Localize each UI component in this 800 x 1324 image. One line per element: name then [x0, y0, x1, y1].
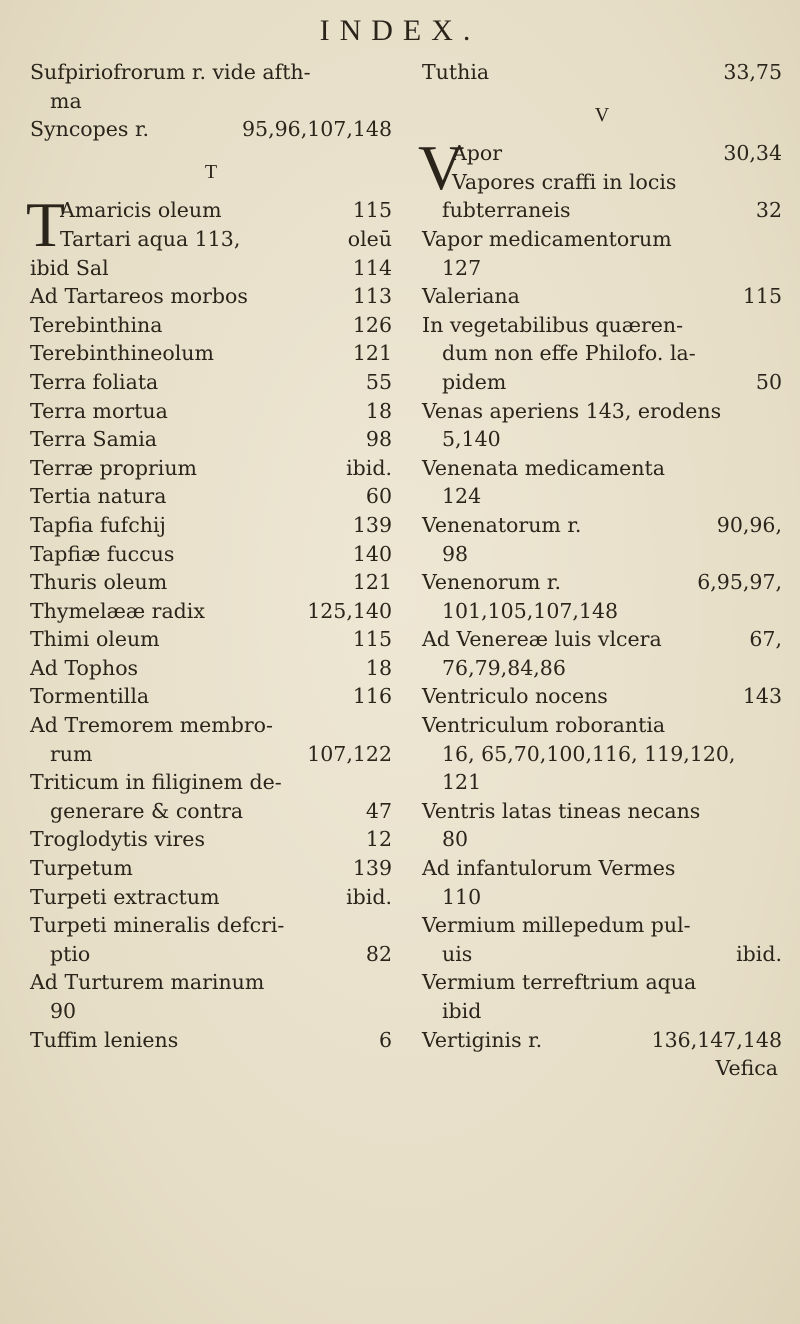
index-entry	[30, 454, 392, 483]
entry-term: Sufpiriofrorum r. vide afth-	[30, 60, 311, 84]
entry-pages: 32	[755, 198, 782, 223]
index-entry	[422, 597, 782, 626]
page-title: INDEX.	[319, 14, 481, 47]
entry-term: Ad Tartareos morbos	[30, 284, 248, 309]
entry-term: Tuthia	[422, 60, 490, 84]
entry-pages: 47	[365, 798, 392, 823]
entry-term: Tertia natura	[30, 484, 167, 509]
entry-pages: 90,96,	[716, 512, 782, 537]
index-entry	[422, 940, 782, 969]
entry-term: Terra mortua	[30, 398, 168, 423]
entry-term: Turpeti mineralis defcri-	[30, 913, 285, 938]
drop-cap-letter: V	[418, 132, 465, 204]
entry-term: Valeriana	[422, 284, 520, 309]
index-entry	[30, 968, 392, 997]
index-entry	[422, 254, 782, 283]
entry-term: dum non effe Philofo. la-	[442, 341, 696, 366]
entry-term: 124	[442, 484, 482, 509]
entry-term: Ventriculo nocens	[422, 684, 608, 709]
index-entry	[422, 654, 782, 683]
entry-pages: 113	[352, 284, 392, 309]
index-entry	[452, 139, 782, 168]
entry-term: 76,79,84,86	[442, 655, 566, 680]
entry-term: Tapfiæ fuccus	[30, 541, 175, 566]
entry-pages: 139	[352, 512, 392, 537]
entry-term: Thymelææ radix	[30, 598, 205, 623]
index-entry	[30, 625, 392, 654]
index-entry	[422, 911, 782, 940]
entry-pages: 116	[352, 684, 392, 709]
index-entry	[30, 254, 392, 283]
index-entry	[422, 825, 782, 854]
entry-pages: 121	[352, 341, 392, 366]
index-entry	[452, 168, 782, 197]
index-entry	[422, 225, 782, 254]
index-entry	[422, 568, 782, 597]
entry-term: Ad Turturem marinum	[30, 970, 265, 995]
index-entry	[30, 339, 392, 368]
entry-term: Ventris latas tineas necans	[422, 798, 701, 823]
entry-pages: 140	[352, 541, 392, 566]
index-entry	[30, 940, 392, 969]
index-entry	[30, 311, 392, 340]
entry-term: ma	[50, 88, 82, 113]
entry-term: Syncopes r.	[30, 117, 150, 142]
index-entry	[30, 58, 392, 87]
entry-term: Ad Tremorem membro-	[30, 713, 273, 738]
entry-term: ptio	[50, 941, 91, 966]
entry-term: Tartari aqua 113,	[60, 226, 241, 251]
index-entry	[30, 825, 392, 854]
index-entry	[30, 540, 392, 569]
index-entry	[30, 568, 392, 597]
index-entry	[30, 797, 392, 826]
entry-pages: 114	[352, 255, 392, 280]
entry-term: Thuris oleum	[30, 570, 168, 595]
index-entry	[30, 711, 392, 740]
entry-pages: 115	[742, 284, 782, 309]
entry-term: Terra foliata	[30, 369, 159, 394]
entry-term: In vegetabilibus quæren-	[422, 312, 684, 337]
entry-pages: 18	[365, 655, 392, 680]
entry-pages: 139	[352, 856, 392, 881]
section-letter: V	[594, 103, 610, 126]
entry-term: Turpeti extractum	[30, 884, 220, 909]
index-entry	[422, 625, 782, 654]
entry-term: ibid Sal	[30, 255, 109, 280]
entry-pages: 121	[352, 570, 392, 595]
entry-term: Tapfia fufchij	[30, 512, 166, 537]
entry-term: Troglodytis vires	[30, 827, 205, 852]
entry-term: Venas aperiens 143, erodens	[422, 398, 722, 423]
dropcap-entry	[418, 132, 782, 204]
index-entry	[422, 997, 782, 1026]
entry-pages: 98	[365, 427, 392, 452]
index-entry	[422, 425, 782, 454]
entry-term: Turpetum	[30, 856, 133, 881]
index-entry	[422, 740, 782, 769]
entry-term: generare & contra	[50, 798, 244, 823]
index-entry	[422, 711, 782, 740]
entry-term: Tuffim leniens	[30, 1027, 179, 1052]
index-entry	[422, 540, 782, 569]
entry-pages: ibid.	[736, 941, 782, 966]
entry-term: 5,140	[442, 427, 501, 452]
index-entry	[30, 368, 392, 397]
entry-term: Terra Samia	[30, 427, 158, 452]
index-entry	[422, 682, 782, 711]
entry-pages: 60	[365, 484, 392, 509]
index-entry	[30, 854, 392, 883]
right-column	[418, 58, 782, 1083]
index-entry	[30, 87, 392, 116]
entry-pages: 6,95,97,	[697, 570, 782, 595]
index-entry	[30, 511, 392, 540]
entry-pages: 30,34	[723, 141, 782, 166]
index-entry	[30, 482, 392, 511]
entry-pages: 115	[352, 627, 392, 652]
index-entry	[422, 282, 782, 311]
entry-pages: 107,122	[307, 741, 392, 766]
left-column	[26, 58, 392, 1054]
entry-term: 80	[442, 827, 469, 852]
entry-term: Ventriculum roborantia	[422, 713, 666, 738]
catchword: Vefica	[715, 1056, 778, 1081]
entry-pages: 18	[365, 398, 392, 423]
entry-term: Vapor medicamentorum	[422, 226, 672, 251]
entry-term: Ad Venereæ luis vlcera	[422, 627, 662, 652]
entry-pages: 126	[352, 312, 392, 337]
index-entry	[422, 883, 782, 912]
entry-term: Apor	[452, 141, 503, 166]
index-entry	[30, 768, 392, 797]
entry-pages: 95,96,107,148	[242, 117, 392, 142]
entry-pages: 12	[365, 827, 392, 852]
drop-cap-letter: T	[26, 189, 66, 261]
index-entry	[30, 1026, 392, 1055]
index-entry	[30, 397, 392, 426]
entry-pages: 33,75	[723, 60, 782, 84]
entry-term: 110	[442, 884, 482, 909]
entry-term: Venenata medicamenta	[422, 455, 665, 480]
index-entry	[422, 311, 782, 340]
index-entry	[422, 482, 782, 511]
index-entry	[30, 425, 392, 454]
index-entry	[422, 397, 782, 426]
entry-term: Ad Tophos	[30, 655, 139, 680]
index-entry	[60, 225, 392, 254]
entry-pages: oleū	[347, 226, 392, 251]
index-entry	[30, 740, 392, 769]
index-entry	[30, 115, 392, 144]
entry-term: 90	[50, 999, 77, 1023]
entry-pages: ibid.	[346, 884, 392, 909]
entry-term: Terebinthina	[30, 312, 163, 337]
entry-term: Triticum in filiginem de-	[30, 770, 282, 795]
entry-term: Venenatorum r.	[422, 512, 582, 537]
entry-pages: 50	[755, 369, 782, 394]
entry-pages: 67,	[749, 627, 782, 652]
entry-pages: 6	[378, 1027, 392, 1052]
index-entry	[30, 282, 392, 311]
entry-term: Terræ proprium	[30, 455, 197, 480]
index-entry	[422, 768, 782, 797]
entry-term: 16, 65,70,100,116, 119,120,	[442, 741, 736, 766]
index-entry	[30, 883, 392, 912]
index-entry	[422, 58, 782, 87]
index-entry	[422, 339, 782, 368]
index-entry	[30, 997, 392, 1026]
entry-term: Tormentilla	[30, 684, 150, 709]
entry-term: 121	[442, 770, 482, 795]
index-entry	[30, 654, 392, 683]
entry-term: 101,105,107,148	[442, 598, 619, 623]
entry-pages: 115	[352, 198, 392, 223]
index-entry	[422, 797, 782, 826]
entry-pages: 55	[365, 369, 392, 394]
section-letter: T	[204, 160, 218, 183]
index-entry	[30, 682, 392, 711]
index-entry	[60, 196, 392, 225]
index-entry	[30, 911, 392, 940]
entry-term: Ad infantulorum Vermes	[422, 856, 676, 881]
entry-pages: 82	[365, 941, 392, 966]
dropcap-entry	[26, 189, 392, 261]
entry-pages: 125,140	[307, 598, 392, 623]
entry-term: Amaricis oleum	[60, 198, 222, 223]
entry-term: Vapores craffi in locis	[452, 169, 677, 194]
entry-term: Thimi oleum	[30, 627, 160, 652]
index-entry	[422, 511, 782, 540]
index-entry	[422, 854, 782, 883]
entry-pages: 136,147,148	[651, 1027, 782, 1052]
entry-term: pidem	[442, 369, 507, 394]
entry-pages: ibid.	[346, 455, 392, 480]
entry-term: 98	[442, 541, 469, 566]
entry-term: 127	[442, 255, 482, 280]
index-entry	[422, 196, 782, 225]
index-entry	[30, 597, 392, 626]
index-entry	[422, 968, 782, 997]
entry-term: Vermium millepedum pul-	[422, 913, 691, 938]
entry-term: rum	[50, 741, 93, 766]
entry-term: Vermium terreftrium aqua	[422, 970, 697, 995]
entry-term: ibid	[442, 999, 482, 1023]
index-entry	[422, 368, 782, 397]
index-entry	[422, 454, 782, 483]
entry-term: Terebinthineolum	[30, 341, 214, 366]
entry-pages: 143	[742, 684, 782, 709]
entry-term: uis	[442, 941, 473, 966]
index-entry	[422, 1026, 782, 1055]
entry-term: Vertiginis r.	[422, 1027, 543, 1052]
entry-term: fubterraneis	[442, 198, 571, 223]
entry-term: Venenorum r.	[422, 570, 561, 595]
